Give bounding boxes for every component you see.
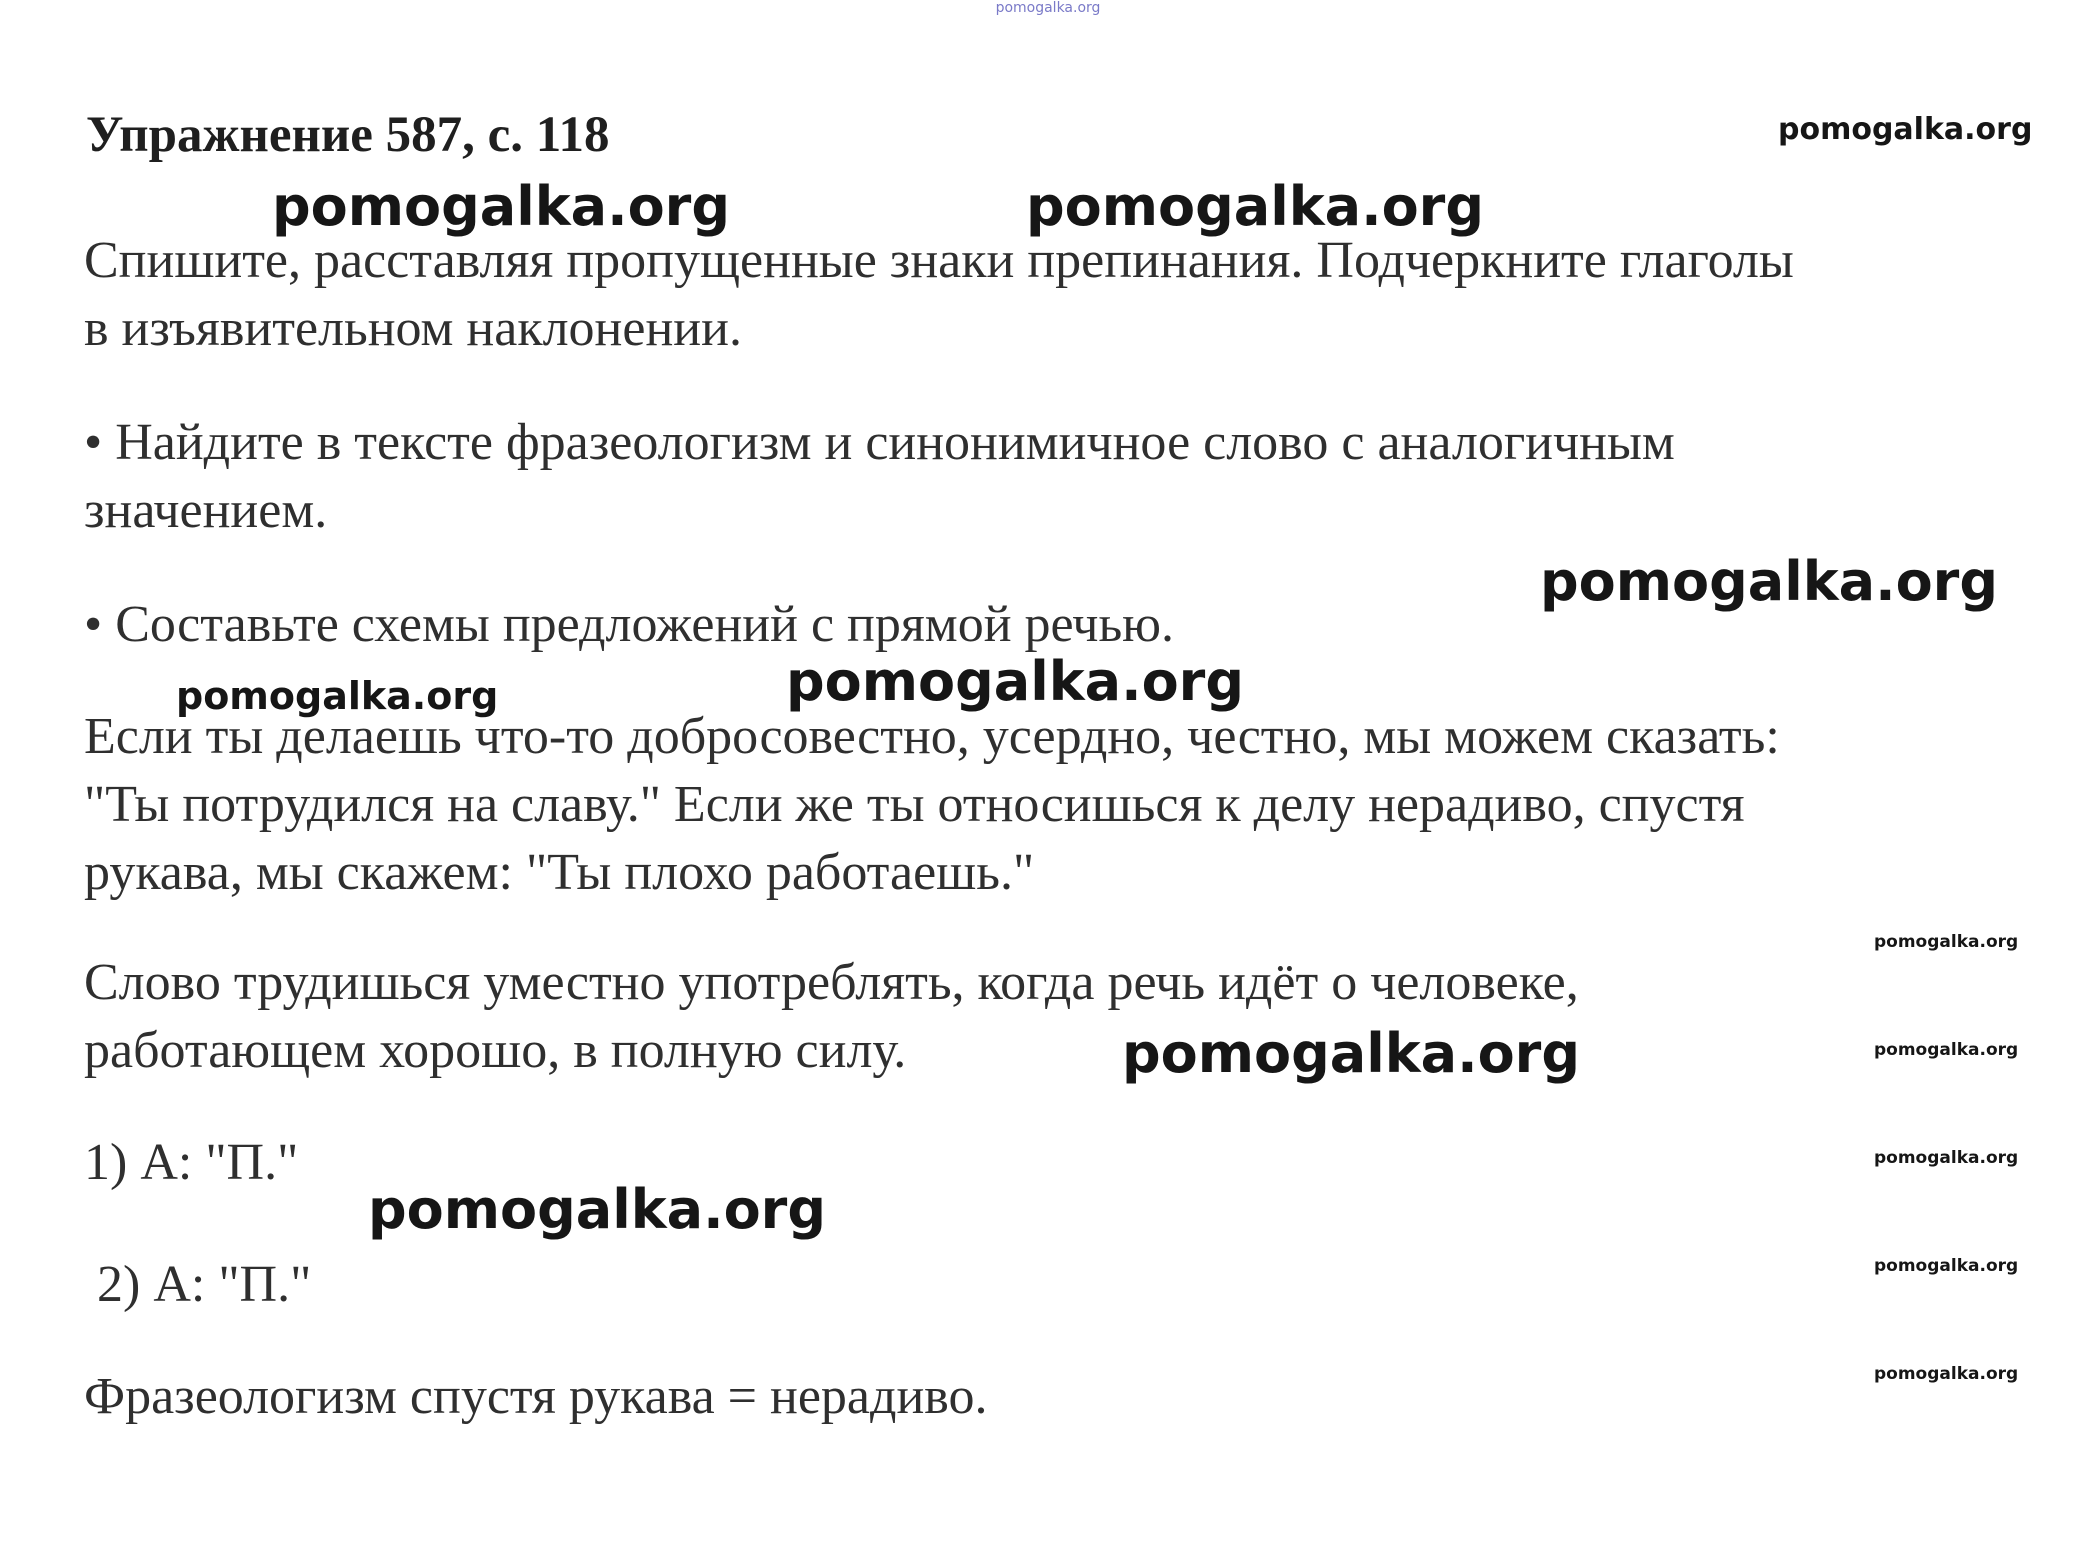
top-source-link[interactable]: pomogalka.org [995,0,1101,16]
watermark: pomogalka.org [786,650,1244,713]
watermark: pomogalka.org [1026,175,1484,238]
task-bullet: • Составьте схемы предложений с прямой речью. [84,596,1175,653]
watermark: pomogalka.org [1874,1256,2019,1276]
watermark: pomogalka.org [176,674,499,718]
watermark: pomogalka.org [1122,1022,1580,1085]
task-line: в изъявительном наклонении. [84,300,742,357]
scheme-2: 2) А: "П." [84,1256,312,1313]
task-bullet-cont: значением. [84,482,328,539]
text-line: рукава, мы скажем: "Ты плохо работаешь." [84,844,1035,901]
task-line: Спишите, расставляя пропущенные знаки препинания. Подчеркните глаголы [84,232,1794,289]
scheme-1: 1) А: "П." [84,1134,299,1191]
watermark: pomogalka.org [1874,1364,2019,1384]
watermark: pomogalka.org [1874,1040,2019,1060]
conclusion: Фразеологизм спустя рукава = нерадиво. [84,1368,988,1425]
task-bullet: • Найдите в тексте фразеологизм и синонимичное слово с аналогичным [84,414,1675,471]
note-line: Слово трудишься уместно употреблять, когда речь идёт о человеке, [84,954,1579,1011]
watermark: pomogalka.org [1778,112,2033,147]
watermark: pomogalka.org [272,175,730,238]
note-line: работающем хорошо, в полную силу. [84,1022,907,1079]
text-line: Если ты делаешь что-то добросовестно, усердно, честно, мы можем сказать: [84,708,1780,765]
watermark: pomogalka.org [1874,1148,2019,1168]
exercise-title: Упражнение 587, с. 118 [86,107,610,163]
watermark: pomogalka.org [368,1178,826,1241]
watermark: pomogalka.org [1874,932,2019,952]
watermark: pomogalka.org [1540,550,1998,613]
text-line: "Ты потрудился на славу." Если же ты относишься к делу нерадиво, спустя [84,776,1745,833]
